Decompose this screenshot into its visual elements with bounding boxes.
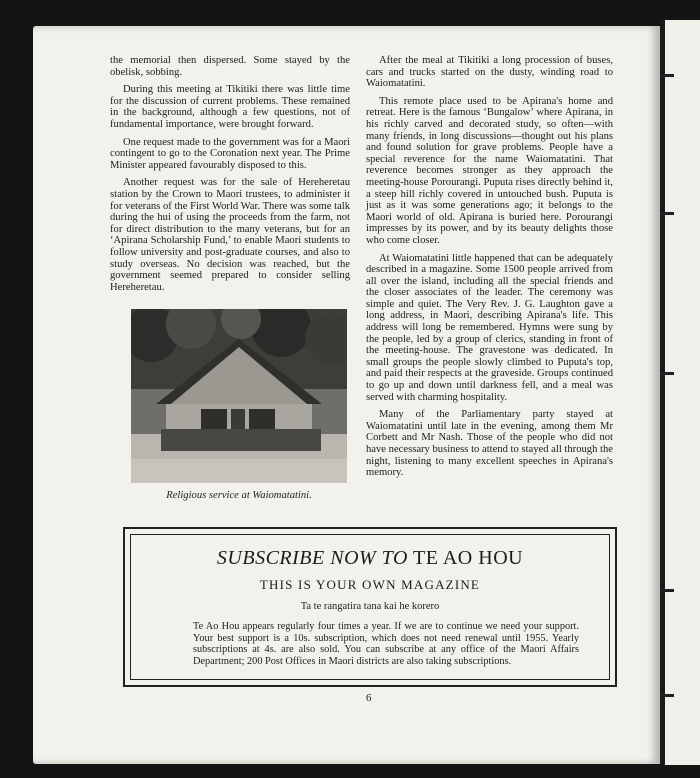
subscribe-title	[131, 547, 609, 570]
paragraph: At Waiomatatini little happened that can be adequately described in a magazine. Some 1500 people arrived from all over the island, including all the special friends and the closer associates of the leader. The ceremony was simple and quiet. The Very Rev. J. G. Laughton gave a long address, in Maori, describing Apirana's life. This address will long be remembered. Hymns were sung by the people, led by a group of clerics, standing in front of the meeting-house. The gravestone was dedicated. In small groups the people slowly climbed to Puputa's top, and paid their respects at the graveside. Groups continued to go up and down until darkness fell, and a meal was served with charming hospitality.	[366, 252, 613, 403]
page-number: 6	[366, 692, 372, 704]
paragraph: During this meeting at Tikitiki there was little time for the discussion of current problems. These remained in the background, although a few questions, not of fundamental importance, were brought forward.	[110, 84, 350, 130]
adjacent-page-edge	[665, 20, 700, 765]
paragraph: Another request was for the sale of Hereheretau station by the Crown to Maori trustees, to administer it for veterans of the First World War. There was some talk during the hui of using the proceeds from the farm, not for direct distribution to the many veterans, but for an ‘Apirana Scholarship Fund,’ to enable Maori students to follow university and post-graduate courses, and also to study overseas. No decision was reached, but the government seemed prepared to consider selling Hereheretau.	[110, 177, 350, 293]
subscribe-body: Te Ao Hou appears regularly four times a year. If we are to continue we need your support. Your best support is a 10s. subscription, which does not need renewal until 1955. Yearly subscriptions at 4s. are also sold. You can subscribe at any office of the Maori Affairs Department; 200 Post Offices in Maori districts are also taking subscriptions.	[193, 621, 579, 667]
paragraph: Many of the Parliamentary party stayed at Waiomatatini until late in the evening, among them Mr Corbett and Mr Nash. Those of the people who did not have necessary business to attend to stayed all through the night, listening to many excellent speeches in Apirana's memory.	[366, 409, 613, 479]
subscribe-heading: THIS IS YOUR OWN MAGAZINE	[259, 577, 481, 592]
subscribe-box-inner-border	[130, 534, 610, 680]
photo-caption: Religious service at Waiomatatini.	[166, 490, 312, 501]
meeting-house-photo	[131, 309, 347, 483]
left-column	[110, 55, 350, 299]
right-column	[366, 55, 613, 485]
subscribe-title-magazine: TE AO HOU	[413, 547, 524, 569]
paragraph: One request made to the government was for a Maori contingent to go to the Coronation next year. The Prime Minister appeared favourably disposed to this.	[110, 136, 350, 171]
paragraph: This remote place used to be Apirana's home and retreat. Here is the famous ‘Bungalow’ where Apirana, in his richly carved and decorated study, so often—with many friends, in long discussions—thought out his plans and found solution for grave problems. People have a special reverence for the name Waiomatatini. That reverence becomes stronger as they approach the meeting-house Porourangi. Puputa rises directly behind it, a steep hill richly covered in untouched bush. Puputa is just as it was some generations ago; it belongs to the Maori world of old. Apirana is buried here. Porourangi impresses by its power, and by its beauty delights those who come closer.	[366, 95, 613, 246]
subscribe-title-italic: SUBSCRIBE NOW TO	[216, 547, 408, 569]
subscribe-maori-proverb: Ta te rangatira tana kai he korero	[300, 601, 440, 612]
subscribe-box	[123, 527, 617, 687]
paragraph: the memorial then dispersed. Some stayed by the obelisk, sobbing.	[110, 55, 350, 78]
paragraph: After the meal at Tikitiki a long procession of buses, cars and trucks started on the dusty, winding road to Waiomatatini.	[366, 55, 613, 90]
